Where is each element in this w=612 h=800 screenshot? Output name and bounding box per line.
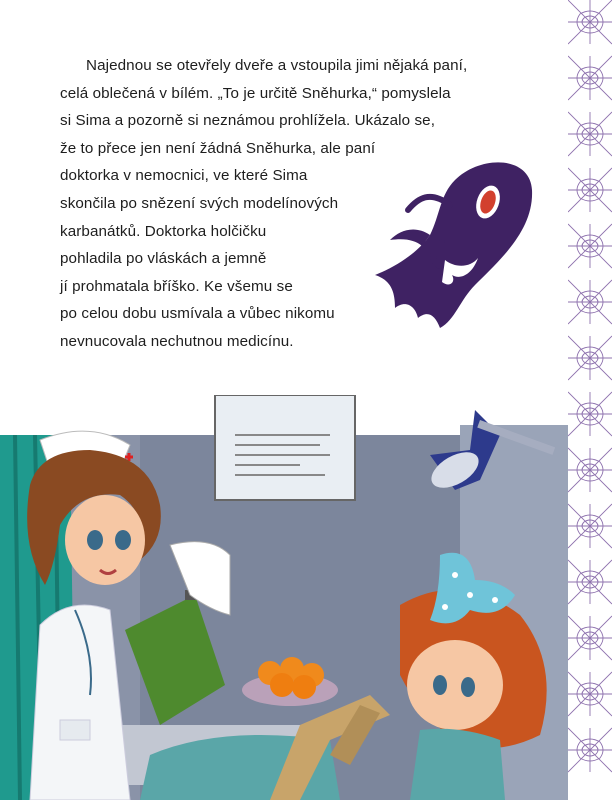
spider-web-border xyxy=(568,0,612,800)
story-line: Najednou se otevřely dveře a vstoupila jimi nějaká paní, xyxy=(86,57,468,74)
story-line: po celou dobu usmívala a vůbec nikomu xyxy=(60,305,335,323)
story-line: skončila po snězení svých modelínových xyxy=(60,194,339,212)
spider-web-icon xyxy=(568,0,612,800)
story-line: karbanátků. Doktorka holčičku xyxy=(60,222,267,240)
story-line: nevnucovala nechutnou medicínu. xyxy=(60,332,294,350)
story-text xyxy=(60,52,468,356)
story-line: pohladila po vláskách a jemně xyxy=(60,250,267,268)
story-line: si Sima a pozorně si neznámou prohlížela. Ukázalo se, xyxy=(60,112,436,130)
story-line: doktorka v nemocnici, ve které Sima xyxy=(60,167,308,185)
story-line: že to přece jen není žádná Sněhurka, ale paní xyxy=(60,139,376,157)
story-line: celá oblečená v bílém. „To je určitě Sněhurka,“ pomyslela xyxy=(60,84,451,102)
story-line: jí prohmatala bříško. Ke všemu se xyxy=(60,277,293,295)
hospital-illustration xyxy=(0,395,568,800)
wall-chart xyxy=(215,395,355,500)
ghost-icon xyxy=(360,150,540,340)
story-paragraph xyxy=(60,52,468,356)
